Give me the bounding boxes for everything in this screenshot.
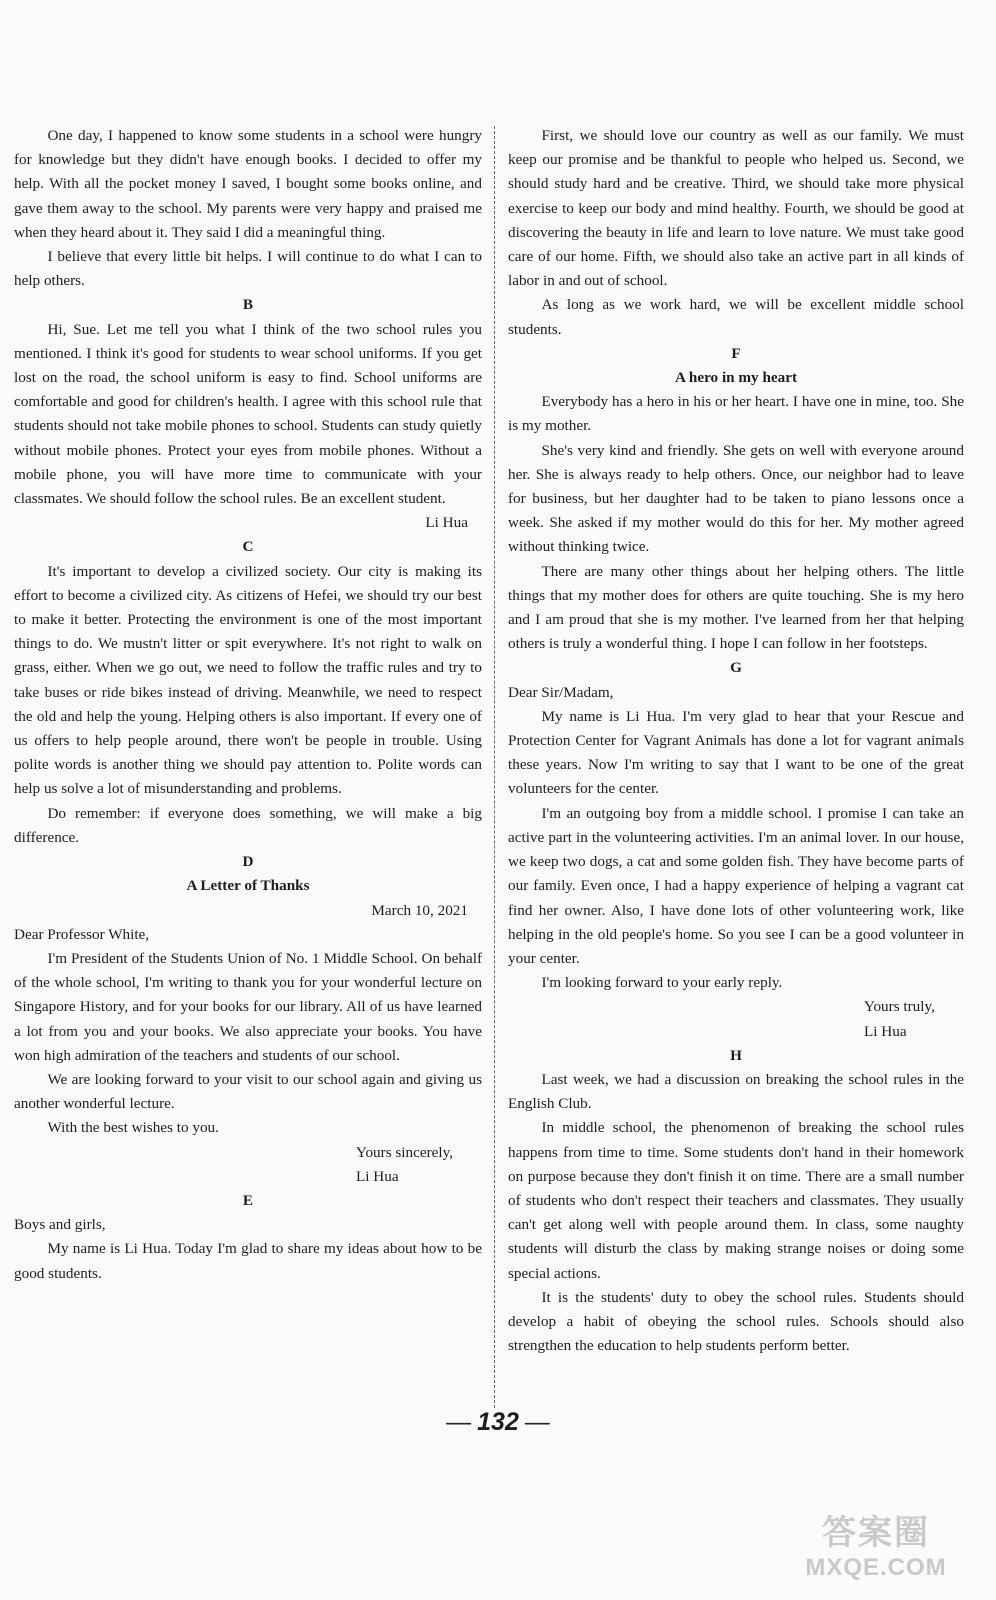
section-a-paragraph-2: I believe that every little bit helps. I will continue to do what I can to help others. [14, 248, 482, 290]
section-d-paragraph-2: We are looking forward to your visit to our school again and giving us another wonderful lecture. [14, 1070, 482, 1113]
section-g-paragraph-1: My name is Li Hua. I'm very glad to hear that your Rescue and Protection Center for Vagrant Animals has done a lot for vagrant animals these years. Now I'm writing to say that I want to be one of the great volunteers for the center. [508, 707, 964, 798]
section-h-paragraph-3: It is the students' duty to obey the school rules. Students should develop a habit of obeying the school rules. Schools should also strengthen the education to help students perform better. [508, 1288, 964, 1355]
section-f-paragraph-3: There are many other things about her helping others. The little things that my mother does for others are quite touching. She is my hero and I am proud that she is my mother. I've learned from her that helping others is truly a wonderful thing. I hope I can follow in her footsteps. [508, 562, 964, 653]
section-g-signature: Li Hua [864, 1022, 907, 1040]
column-divider [494, 126, 495, 1408]
watermark-logo-text: 答案圈 [822, 1514, 930, 1552]
section-g-label: G [730, 659, 742, 677]
section-b-label: B [242, 296, 254, 314]
right-column [508, 124, 964, 1358]
section-h-paragraph-1: Last week, we had a discussion on breaking the school rules in the English Club. [508, 1070, 964, 1113]
section-e-greeting: Boys and girls, [14, 1216, 106, 1234]
section-f-title: A hero in my heart [674, 369, 798, 387]
section-b-signature: Li Hua [425, 514, 468, 532]
section-f-label: F [731, 344, 741, 362]
section-d-signature: Li Hua [356, 1167, 399, 1185]
page-number [0, 1408, 996, 1437]
section-a-paragraph-1: One day, I happened to know some students in a school were hungry for knowledge but they didn't have enough books. I decided to offer my help. With all the pocket money I saved, I bought some books online, and gave them away to the school. My parents were very happy and praised me when they heard about it. They said I did a meaningful thing. [14, 127, 482, 241]
section-g-paragraph-2: I'm an outgoing boy from a middle school. I promise I can take an active part in the volunteering activities. I'm an animal lover. In our house, we keep two dogs, a cat and some golden fish. They have become parts of our family. Even once, I had a happy experience of helping a vagrant cat find her owner. Also, I have done lots of other volunteering work, like helping in the old people's home. So you see I can be a good volunteer in your center. [508, 804, 964, 967]
section-h-paragraph-2: In middle school, the phenomenon of breaking the school rules happens from time to time. Some students don't hand in their homework on purpose because they don't finish it on time. There are a small number of students who don't respect their teachers and classmates. They usually can't get along well with people around them. In class, some naughty students will disturb the class by making strange noises or doing some special actions. [508, 1119, 964, 1282]
section-d-paragraph-3: With the best wishes to you. [47, 1119, 219, 1137]
page-number-value: 132 [477, 1408, 519, 1436]
section-g-paragraph-3: I'm looking forward to your early reply. [541, 974, 783, 992]
section-h-label: H [730, 1046, 742, 1064]
section-c-label: C [242, 538, 254, 556]
section-d-title: A Letter of Thanks [186, 877, 310, 895]
section-d-label: D [242, 853, 254, 871]
section-f-paragraph-1: Everybody has a hero in his or her heart. I have one in mine, too. She is my mother. [508, 393, 964, 435]
section-f-paragraph-2: She's very kind and friendly. She gets on well with everyone around her. She is always ready to help others. Once, our neighbor had to leave for business, but her daughter had to be taken to piano lessons once a week. She asked if my mother would do this for her. My mother agreed without thinking twice. [508, 441, 964, 556]
section-e-paragraph-2: First, we should love our country as well as our family. We must keep our promise and be thankful to people who helped us. Second, we should study hard and be creative. Third, we should take more physical exercise to keep our body and mind healthy. Fourth, we should be good at discovering the beauty in life and learn to love nature. We must take good care of our home. Fifth, we should also take an active part in all kinds of labor in and out of school. [508, 127, 964, 290]
watermark-url: MXQE.COM [805, 1554, 947, 1581]
watermark [776, 1512, 976, 1584]
section-g-closing: Yours truly, [864, 998, 935, 1016]
section-c-paragraph-1: It's important to develop a civilized society. Our city is making its effort to become a civilized city. As citizens of Hefei, we should try our best to make it better. Protecting the environment is one of the most important things to do. We mustn't litter or spit everywhere. It's not right to walk on grass, either. When we go out, we need to follow the traffic rules and try to take buses or ride bikes instead of driving. Meanwhile, we need to respect the old and help the young. Helping others is also important. If every one of us offers to help people around, there won't be people in trouble. Using polite words is another thing we should pay attention to. Polite words can help us solve a lot of misunderstanding and problems. [14, 562, 482, 798]
section-d-paragraph-1: I'm President of the Students Union of No. 1 Middle School. On behalf of the whole school, I'm writing to thank you for your wonderful lecture on Singapore History, and for your books for our library. All of us have learned a lot from you and your books. We also appreciate your books. You have won high admiration of the teachers and students of our school. [14, 949, 482, 1064]
section-e-paragraph-1: My name is Li Hua. Today I'm glad to share my ideas about how to be good students. [14, 1240, 482, 1282]
section-d-closing: Yours sincerely, [356, 1143, 454, 1161]
left-column [14, 124, 482, 1286]
section-g-greeting: Dear Sir/Madam, [508, 683, 614, 701]
page-number-dash-right: — [524, 1408, 550, 1436]
page-number-dash-left: — [446, 1408, 472, 1436]
section-d-greeting: Dear Professor White, [14, 925, 150, 943]
section-c-paragraph-2: Do remember: if everyone does something, we will make a big difference. [14, 804, 482, 846]
section-b-paragraph-1: Hi, Sue. Let me tell you what I think of the two school rules you mentioned. I think it's good for students to wear school uniforms. If you get lost on the road, the school uniform is easy to find. School uniforms are comfortable and good for children's health. I agree with this school rule that students should not take mobile phones to school. Students can study quietly without mobile phones. Protect your eyes from mobile phones. Without a mobile phone, you will have more time to communicate with your classmates. We should follow the school rules. Be an excellent student. [14, 320, 482, 508]
section-e-label: E [242, 1191, 254, 1209]
section-d-date: March 10, 2021 [371, 901, 468, 919]
section-e-paragraph-3: As long as we work hard, we will be excellent middle school students. [508, 296, 964, 338]
